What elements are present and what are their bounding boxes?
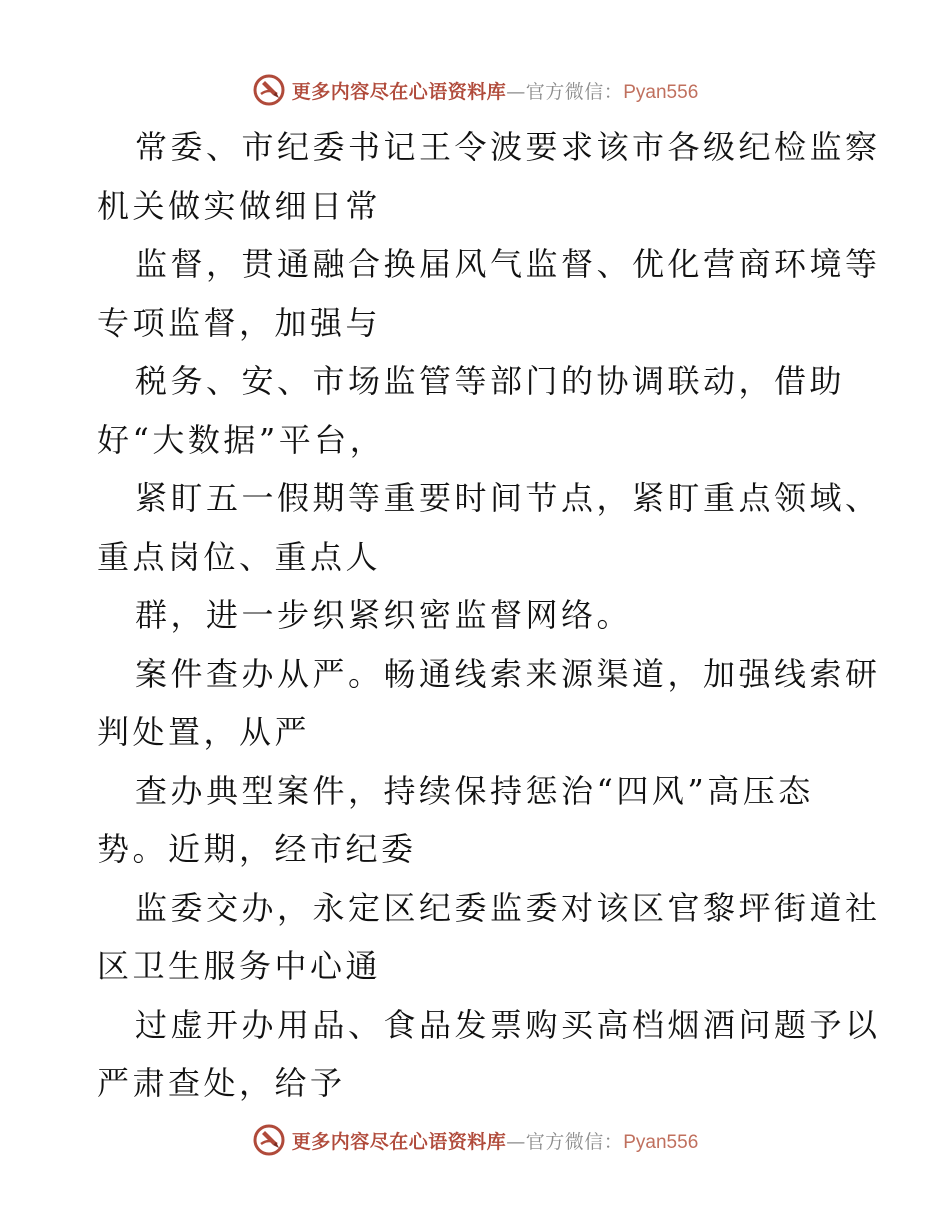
- text-line: 紧盯五一假期等重要时间节点，紧盯重点领域、: [135, 479, 881, 517]
- text-line: 专项监督，加强与: [97, 303, 382, 342]
- book-pen-logo-icon: [252, 1123, 286, 1157]
- document-body: [97, 118, 881, 1113]
- text-line: 查办典型案件，持续保持惩治“四风”高压态: [135, 771, 814, 810]
- watermark-text: 更多内容尽在心语资料库—官方微信：Pyan556: [291, 1130, 699, 1153]
- text-line: 严肃查处，给予: [97, 1064, 346, 1102]
- text-line: 过虚开办用品、食品发票购买高档烟酒问题予以: [135, 1005, 881, 1044]
- text-line: 群，进一步织紧织密监督网络。: [135, 596, 633, 634]
- watermark-text: 更多内容尽在心语资料库—官方微信：Pyan556: [291, 80, 699, 103]
- text-line: 势。近期，经市纪委: [97, 830, 417, 868]
- text-line: 监委交办，永定区纪委监委对该区官黎坪街道社: [135, 888, 881, 927]
- text-line: 税务、安、市场监管等部门的协调联动，借助: [135, 362, 846, 400]
- watermark-header: [0, 70, 950, 110]
- text-line: 判处置，从严: [97, 713, 311, 751]
- text-line: 常委、市纪委书记王令波要求该市各级纪检监察: [135, 128, 881, 166]
- text-line: 机关做实做细日常: [97, 186, 382, 225]
- watermark-footer: [0, 1120, 950, 1160]
- text-line: 好“大数据”平台，: [97, 420, 386, 459]
- text-line: 区卫生服务中心通: [97, 947, 382, 985]
- book-pen-logo-icon: [252, 73, 286, 107]
- text-line: 监督，贯通融合换届风气监督、优化营商环境等: [135, 245, 881, 283]
- text-line: 案件查办从严。畅通线索来源渠道，加强线索研: [135, 654, 881, 693]
- text-line: 重点岗位、重点人: [97, 537, 382, 576]
